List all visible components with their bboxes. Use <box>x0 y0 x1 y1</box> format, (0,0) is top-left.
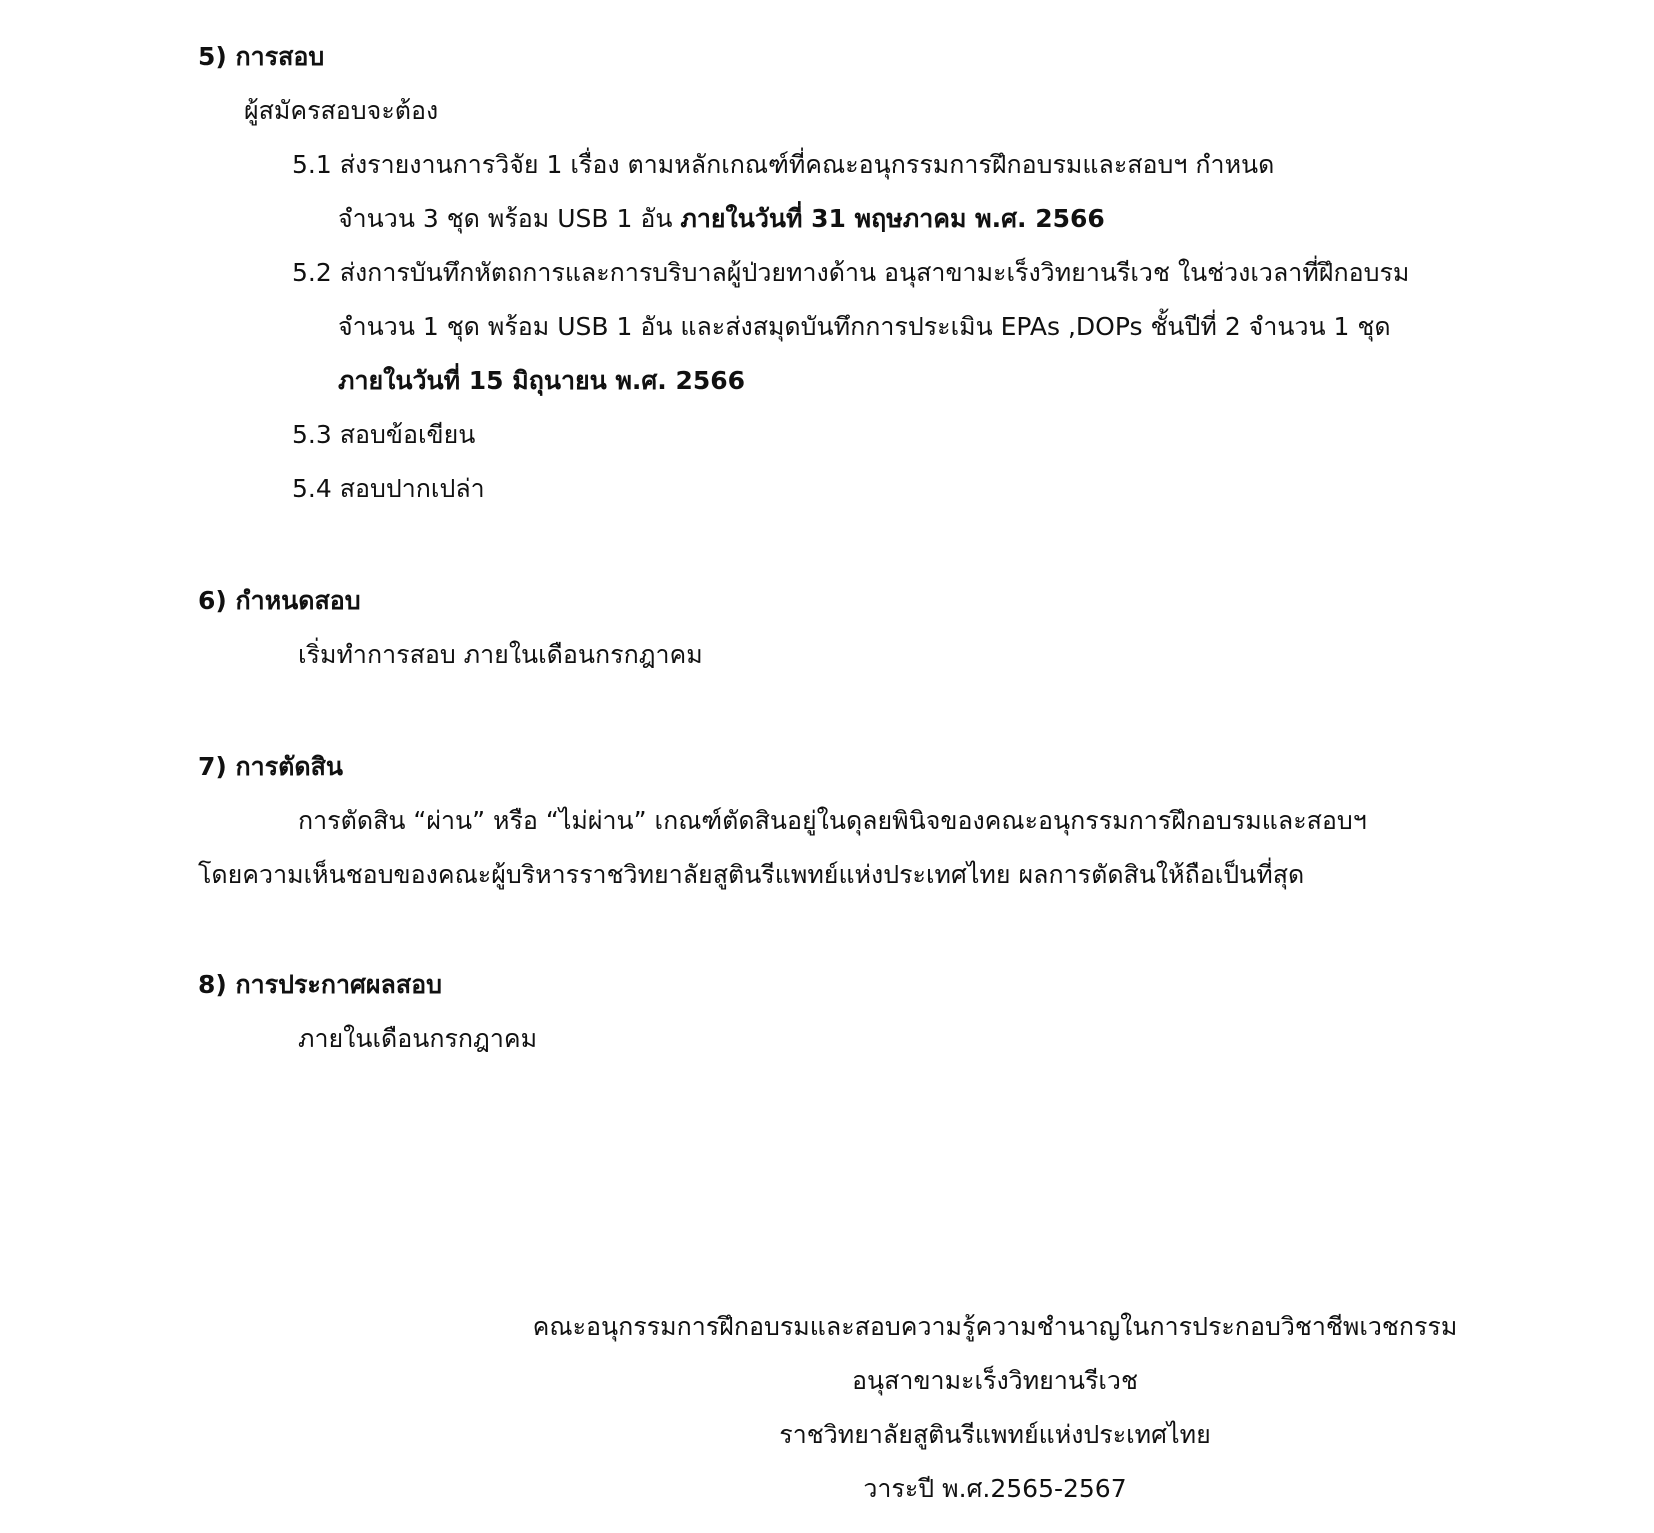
item-5-3-text: สอบข้อเขียน <box>339 420 476 449</box>
section-7-heading: 7) การตัดสิน <box>198 752 343 781</box>
item-5-3 <box>292 418 475 452</box>
section-6-heading: 6) กำหนดสอบ <box>198 586 361 615</box>
signature-term: วาระปี พ.ศ.2565-2567 <box>863 1474 1127 1503</box>
item-5-2 <box>292 256 1409 290</box>
item-5-2-deadline: ภายในวันที่ 15 มิถุนายน พ.ศ. 2566 <box>338 366 746 395</box>
item-5-1 <box>292 148 1274 182</box>
item-5-1-deadline: ภายในวันที่ 31 พฤษภาคม พ.ศ. 2566 <box>680 204 1105 233</box>
item-5-1-text: ส่งรายงานการวิจัย 1 เรื่อง ตามหลักเกณฑ์ที่คณะอนุกรรมการฝึกอบรมและสอบฯ กำหนด <box>339 150 1275 179</box>
item-5-1-quantity: จำนวน 3 ชุด พร้อม USB 1 อัน <box>338 204 673 233</box>
item-5-1-number: 5.1 <box>292 150 332 179</box>
section-5-heading: 5) การสอบ <box>198 42 325 71</box>
signature-committee: คณะอนุกรรมการฝึกอบรมและสอบความรู้ความชำนาญในการประกอบวิชาชีพเวชกรรม <box>532 1312 1458 1341</box>
section-7-line-2: โดยความเห็นชอบของคณะผู้บริหารราชวิทยาลัยสูตินรีแพทย์แห่งประเทศไทย ผลการตัดสินให้ถือเป็นที่สุด <box>198 860 1305 889</box>
item-5-1-continuation <box>338 202 1105 236</box>
item-5-2-continuation: จำนวน 1 ชุด พร้อม USB 1 อัน และส่งสมุดบันทึกการประเมิน EPAs ,DOPs ชั้นปีที่ 2 จำนวน 1 ชุด <box>338 312 1391 341</box>
signature-college: ราชวิทยาลัยสูตินรีแพทย์แห่งประเทศไทย <box>779 1420 1211 1449</box>
item-5-4-text: สอบปากเปล่า <box>339 474 485 503</box>
section-8-heading: 8) การประกาศผลสอบ <box>198 970 443 999</box>
section-6-text: เริ่มทำการสอบ ภายในเดือนกรกฎาคม <box>298 640 703 669</box>
item-5-2-number: 5.2 <box>292 258 332 287</box>
section-7-line-1: การตัดสิน “ผ่าน” หรือ “ไม่ผ่าน” เกณฑ์ตัดสินอยู่ในดุลยพินิจของคณะอนุกรรมการฝึกอบรมและสอบฯ <box>298 806 1367 835</box>
item-5-3-number: 5.3 <box>292 420 332 449</box>
item-5-4-number: 5.4 <box>292 474 332 503</box>
item-5-2-text: ส่งการบันทึกหัตถการและการบริบาลผู้ป่วยทางด้าน อนุสาขามะเร็งวิทยานรีเวช ในช่วงเวลาที่ฝึกอบรม <box>339 258 1410 287</box>
section-5-intro: ผู้สมัครสอบจะต้อง <box>244 96 439 125</box>
section-8-text: ภายในเดือนกรกฎาคม <box>298 1024 538 1053</box>
item-5-4 <box>292 472 485 506</box>
signature-subspecialty: อนุสาขามะเร็งวิทยานรีเวช <box>852 1366 1138 1395</box>
